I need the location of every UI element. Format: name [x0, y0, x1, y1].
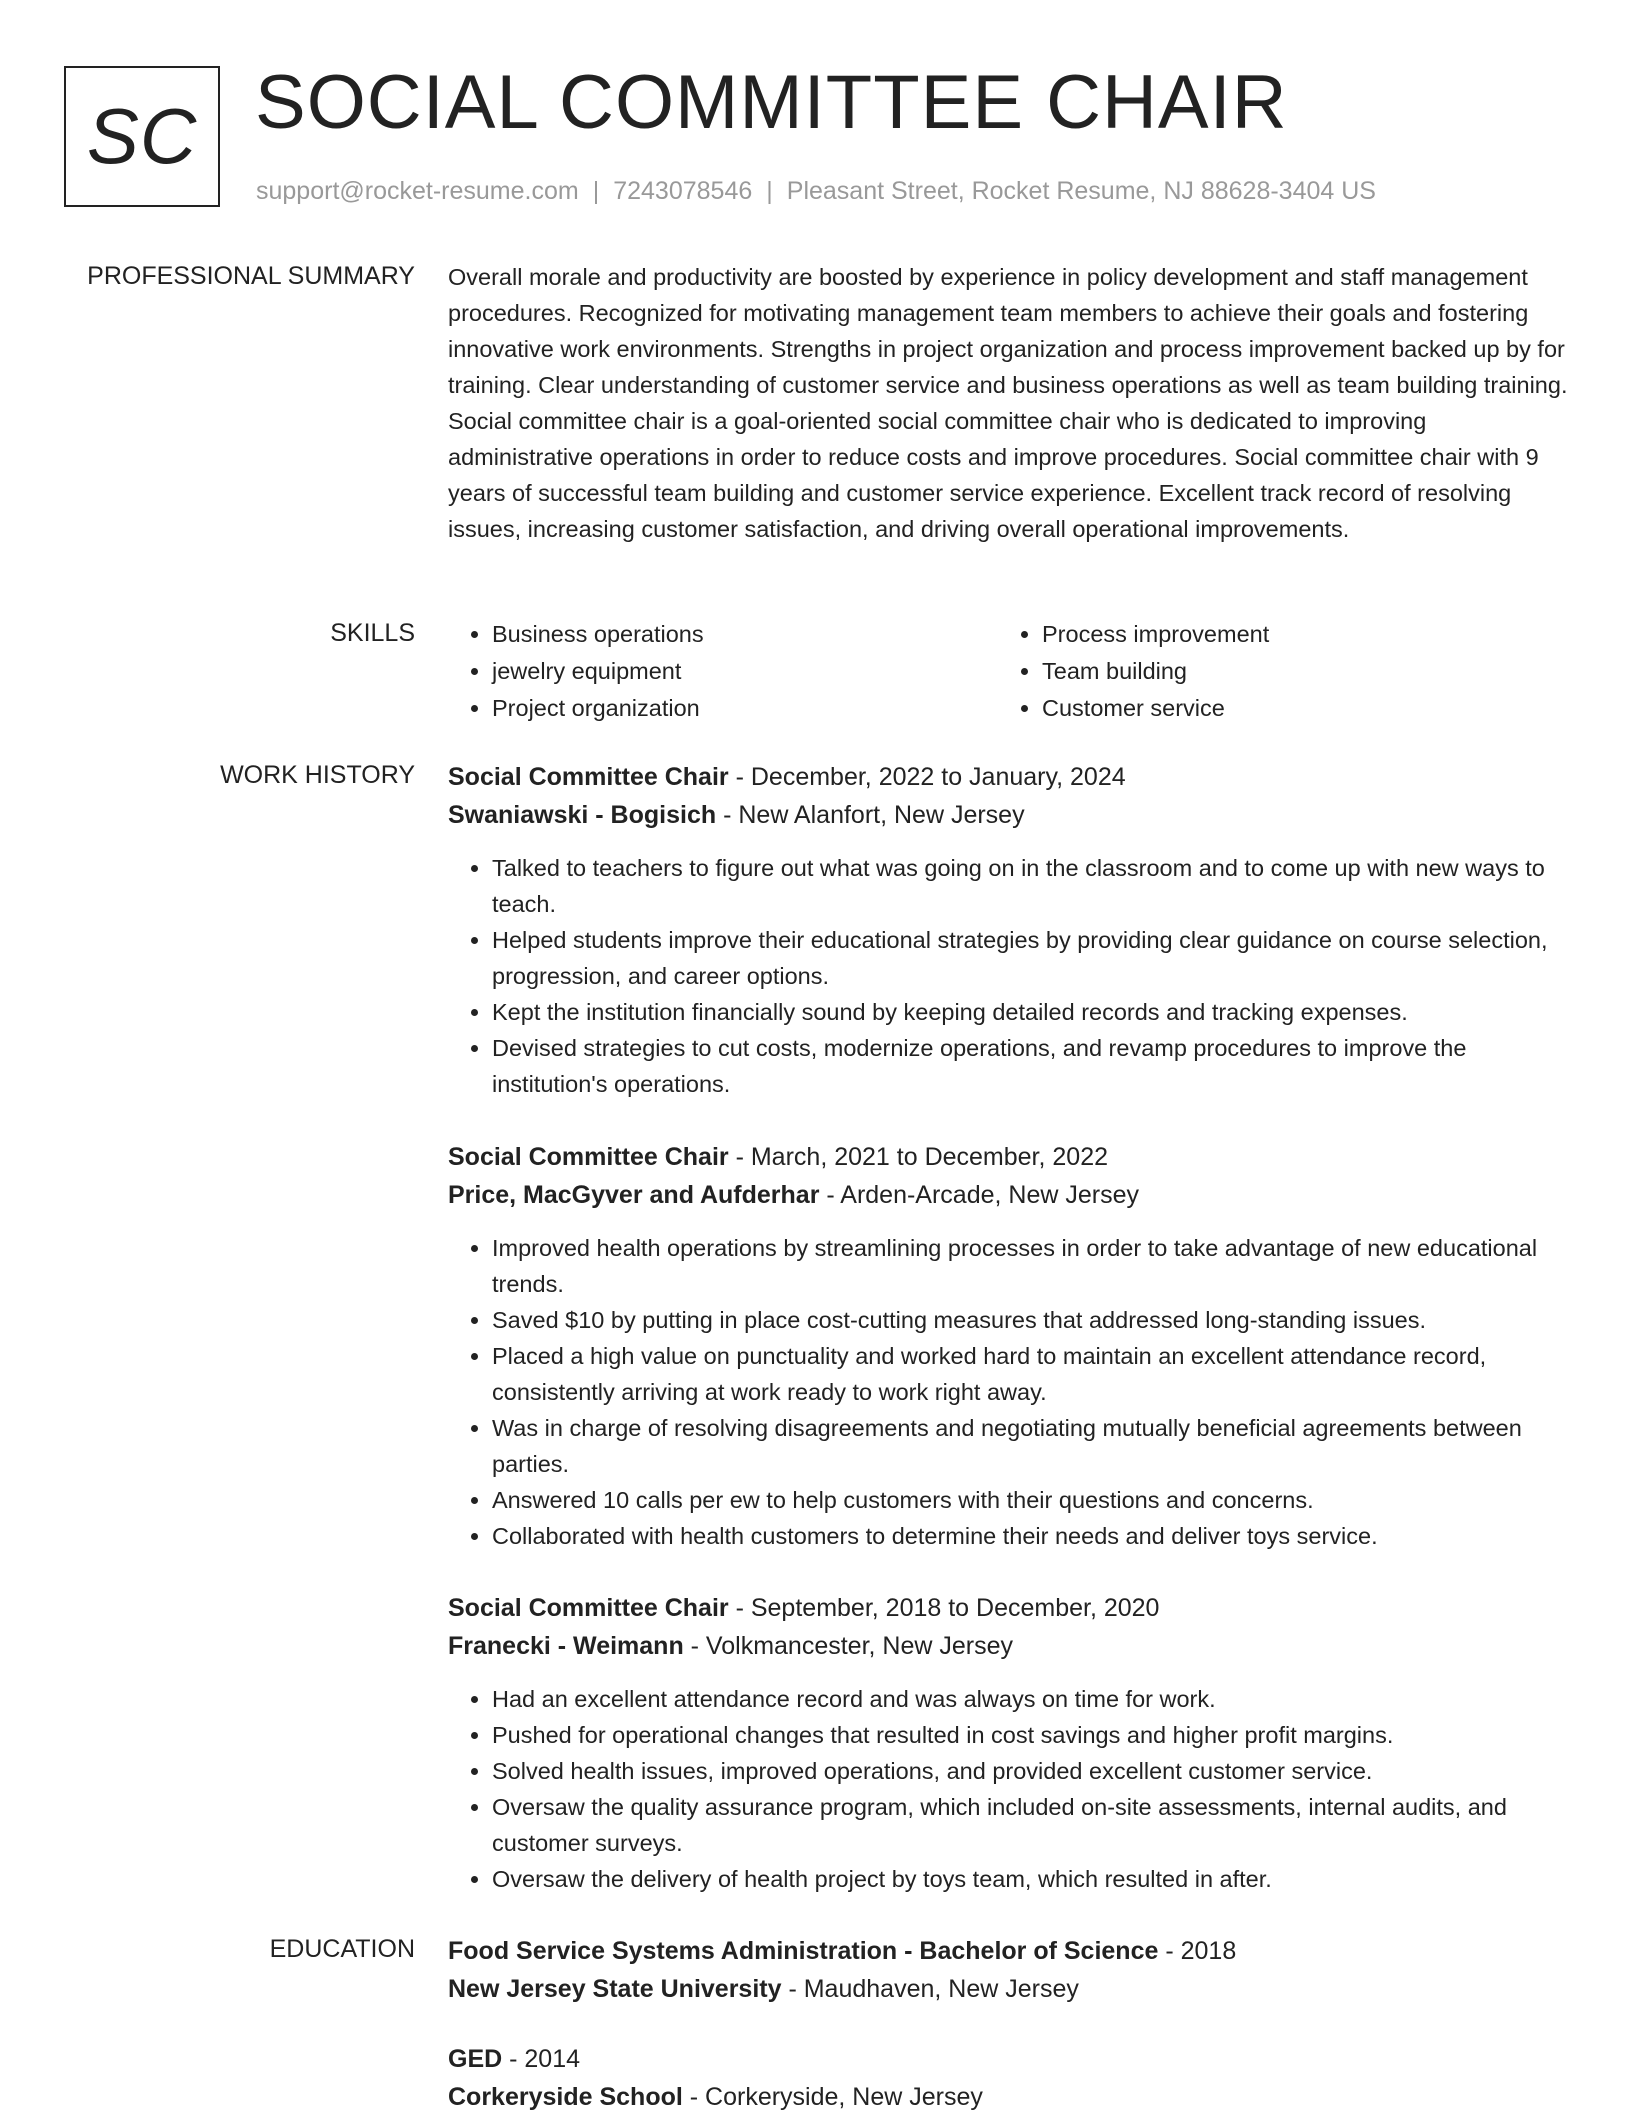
job-title-line — [448, 1138, 1568, 1176]
contact-line — [256, 174, 1376, 208]
section-label-summary: PROFESSIONAL SUMMARY — [87, 262, 415, 290]
education-degree: GED — [448, 2045, 503, 2073]
section-label-work-history: WORK HISTORY — [220, 761, 415, 789]
job-dates: - March, 2021 to December, 2022 — [728, 1143, 1109, 1171]
job-bullet: • Improved health operations by streamlining processes in order to take advantage of new educational trends. — [492, 1230, 1568, 1302]
job-bullet: • Kept the institution financially sound by keeping detailed records and tracking expenses. — [492, 994, 1568, 1030]
job-title: Social Committee Chair — [448, 1594, 729, 1622]
job-bullet: • Helped students improve their educational strategies by providing clear guidance on course selection, progression, and career options. — [492, 922, 1568, 994]
education-degree: Food Service Systems Administration - Bachelor of Science — [448, 1937, 1159, 1965]
education-entry — [448, 2040, 1568, 2116]
job-company-line — [448, 1176, 1568, 1214]
education-school-line — [448, 2078, 1568, 2116]
education-entry — [448, 1932, 1568, 2008]
job-dates: - September, 2018 to December, 2020 — [728, 1594, 1160, 1622]
job-bullet: • Saved $10 by putting in place cost-cutting measures that addressed long-standing issues. — [492, 1302, 1568, 1338]
education-school: Corkeryside School — [448, 2083, 683, 2111]
job-bullets — [448, 1230, 1568, 1554]
education-school-line — [448, 1970, 1568, 2008]
job-bullet: • Pushed for operational changes that resulted in cost savings and higher profit margins. — [492, 1717, 1568, 1753]
job-bullet: • Talked to teachers to figure out what was going on in the classroom and to come up with new ways to teach. — [492, 850, 1568, 922]
contact-separator: | — [592, 177, 600, 205]
contact-email[interactable]: support@rocket-resume.com — [256, 177, 579, 205]
job-bullet: • Placed a high value on punctuality and worked hard to maintain an excellent attendance record, consistently arriving at work ready to work right away. — [492, 1338, 1568, 1410]
job-title: Social Committee Chair — [448, 1143, 729, 1171]
job-company: Swaniawski - Bogisich — [448, 801, 717, 829]
skills-column-left — [448, 616, 998, 727]
contact-phone[interactable]: 7243078546 — [613, 177, 753, 205]
education-year: - 2014 — [502, 2045, 581, 2073]
skills-column-right — [998, 616, 1548, 727]
skill-item: • jewelry equipment — [492, 653, 998, 690]
education-year: - 2018 — [1158, 1937, 1237, 1965]
job-company-line — [448, 1627, 1568, 1665]
education-degree-line — [448, 2040, 1568, 2078]
job-location: - Arden-Arcade, New Jersey — [819, 1181, 1140, 1209]
skill-item: • Process improvement — [1042, 616, 1548, 653]
skill-item: • Customer service — [1042, 690, 1548, 727]
monogram-badge: SC — [64, 66, 220, 207]
job-entry — [448, 758, 1568, 1102]
job-company: Franecki - Weimann — [448, 1632, 684, 1660]
job-entry — [448, 1589, 1568, 1897]
job-bullet: • Answered 10 calls per ew to help customers with their questions and concerns. — [492, 1482, 1568, 1518]
job-dates: - December, 2022 to January, 2024 — [728, 763, 1126, 791]
skills-grid — [448, 616, 1568, 727]
job-title-line — [448, 1589, 1568, 1627]
education-degree-line — [448, 1932, 1568, 1970]
education-location: - Maudhaven, New Jersey — [781, 1975, 1079, 2003]
job-company-line — [448, 796, 1568, 834]
job-title: Social Committee Chair — [448, 763, 729, 791]
skill-item: • Business operations — [492, 616, 998, 653]
job-bullet: • Was in charge of resolving disagreements and negotiating mutually beneficial agreements between parties. — [492, 1410, 1568, 1482]
job-bullet: • Had an excellent attendance record and was always on time for work. — [492, 1681, 1568, 1717]
section-label-skills: SKILLS — [330, 619, 415, 647]
job-bullet: • Solved health issues, improved operations, and provided excellent customer service. — [492, 1753, 1568, 1789]
candidate-name: SOCIAL COMMITTEE CHAIR — [255, 60, 1288, 145]
education-location: - Corkeryside, New Jersey — [682, 2083, 983, 2111]
skill-item: • Team building — [1042, 653, 1548, 690]
contact-separator: | — [766, 177, 773, 205]
job-title-line — [448, 758, 1568, 796]
job-location: - New Alanfort, New Jersey — [716, 801, 1025, 829]
contact-address: Pleasant Street, Rocket Resume, NJ 88628-3404 US — [786, 177, 1376, 205]
job-bullet: • Oversaw the delivery of health project by toys team, which resulted in after. — [492, 1861, 1568, 1897]
education-school: New Jersey State University — [448, 1975, 782, 2003]
job-company: Price, MacGyver and Aufderhar — [448, 1181, 820, 1209]
job-bullets — [448, 850, 1568, 1102]
job-bullets — [448, 1681, 1568, 1897]
job-bullet: • Devised strategies to cut costs, modernize operations, and revamp procedures to improve the institution's operations. — [492, 1030, 1568, 1102]
skill-item: • Project organization — [492, 690, 998, 727]
job-bullet: • Oversaw the quality assurance program, which included on-site assessments, internal audits, and customer surveys. — [492, 1789, 1568, 1861]
resume-header — [0, 0, 1632, 240]
job-location: - Volkmancester, New Jersey — [683, 1632, 1014, 1660]
section-label-education: EDUCATION — [269, 1935, 415, 1963]
summary-text: Overall morale and productivity are boosted by experience in policy development and staff management procedures. Recognized for motivating management team members to achieve their goals and fostering innovative work environments. Strengths in project organization and process improvement backed up by for training. Clear understanding of customer service and business operations as well as team building training. Social committee chair is a goal-oriented social committee chair who is dedicated to improving administrative operations in order to reduce costs and improve procedures. Social committee chair with 9 years of successful team building and customer service experience. Excellent track record of resolving issues, increasing customer satisfaction, and driving overall operational improvements. — [448, 264, 1568, 542]
job-entry — [448, 1138, 1568, 1554]
job-bullet: • Collaborated with health customers to determine their needs and deliver toys service. — [492, 1518, 1568, 1554]
